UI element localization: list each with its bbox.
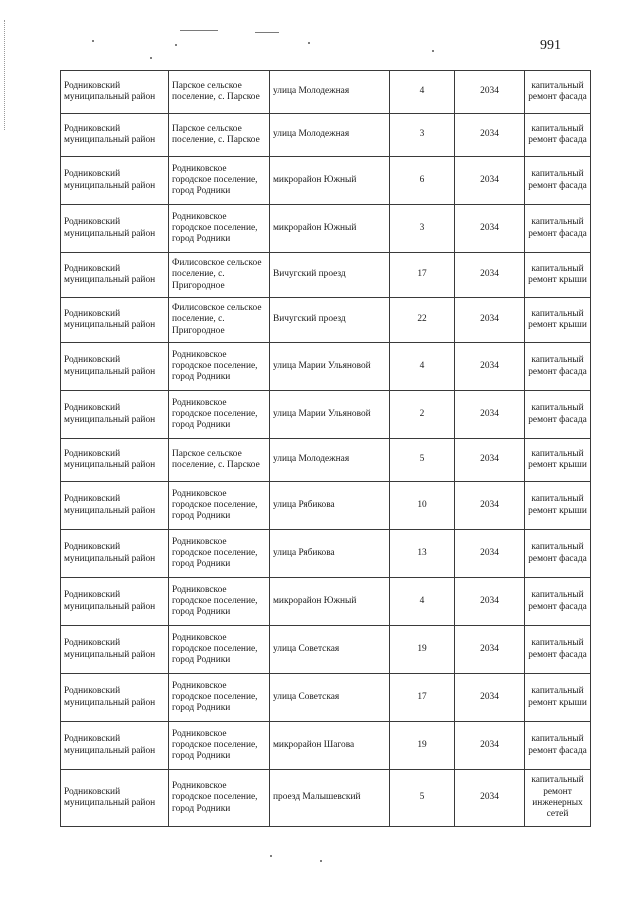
settlement-cell: Родниковское городское поселение, город Родники [169,157,270,205]
scan-dot [92,40,94,42]
district-cell: Родниковский муниципальный район [61,343,169,391]
street-cell: улица Марии Ульяновой [270,343,390,391]
settlement-cell: Филисовское сельское поселение, с. Пригородное [169,253,270,298]
house-number-cell: 10 [390,482,455,530]
scan-left-edge [4,20,6,130]
year-cell: 2034 [455,578,525,626]
work-type-cell: капитальный ремонт крыши [525,674,591,722]
settlement-cell: Родниковское городское поселение, город Родники [169,674,270,722]
street-cell: улица Советская [270,674,390,722]
year-cell: 2034 [455,530,525,578]
house-number-cell: 19 [390,722,455,770]
table-row [61,298,591,343]
house-number-cell: 3 [390,205,455,253]
year-cell: 2034 [455,626,525,674]
work-type-cell: капитальный ремонт крыши [525,482,591,530]
house-number-cell: 4 [390,343,455,391]
street-cell: улица Молодежная [270,114,390,157]
house-number-cell: 2 [390,391,455,439]
scan-mark [255,32,279,33]
work-type-cell: капитальный ремонт фасада [525,157,591,205]
street-cell: Вичугский проезд [270,298,390,343]
work-type-cell: капитальный ремонт фасада [525,391,591,439]
house-number-cell: 22 [390,298,455,343]
year-cell: 2034 [455,770,525,827]
house-number-cell: 4 [390,71,455,114]
house-number-cell: 3 [390,114,455,157]
table-row [61,253,591,298]
year-cell: 2034 [455,157,525,205]
district-cell: Родниковский муниципальный район [61,157,169,205]
district-cell: Родниковский муниципальный район [61,626,169,674]
district-cell: Родниковский муниципальный район [61,674,169,722]
scan-dot [270,855,272,857]
table-row [61,722,591,770]
table-row [61,626,591,674]
district-cell: Родниковский муниципальный район [61,71,169,114]
work-type-cell: капитальный ремонт крыши [525,439,591,482]
table-row [61,157,591,205]
table-row [61,674,591,722]
work-type-cell: капитальный ремонт фасада [525,626,591,674]
street-cell: микрорайон Южный [270,157,390,205]
street-cell: улица Марии Ульяновой [270,391,390,439]
year-cell: 2034 [455,391,525,439]
street-cell: Вичугский проезд [270,253,390,298]
scan-dot [432,50,434,52]
table-row [61,391,591,439]
table-row [61,578,591,626]
settlement-cell: Родниковское городское поселение, город Родники [169,770,270,827]
settlement-cell: Родниковское городское поселение, город Родники [169,578,270,626]
district-cell: Родниковский муниципальный район [61,578,169,626]
scan-dot [150,57,152,59]
settlement-cell: Родниковское городское поселение, город Родники [169,205,270,253]
street-cell: улица Рябикова [270,530,390,578]
street-cell: микрорайон Шагова [270,722,390,770]
work-type-cell: капитальный ремонт фасада [525,578,591,626]
year-cell: 2034 [455,722,525,770]
street-cell: улица Советская [270,626,390,674]
page-number: 991 [540,38,561,53]
settlement-cell: Родниковское городское поселение, город Родники [169,482,270,530]
house-number-cell: 6 [390,157,455,205]
street-cell: улица Молодежная [270,71,390,114]
work-type-cell: капитальный ремонт фасада [525,114,591,157]
settlement-cell: Родниковское городское поселение, город Родники [169,343,270,391]
year-cell: 2034 [455,482,525,530]
settlement-cell: Родниковское городское поселение, город Родники [169,626,270,674]
settlement-cell: Родниковское городское поселение, город Родники [169,722,270,770]
district-cell: Родниковский муниципальный район [61,298,169,343]
street-cell: проезд Малышевский [270,770,390,827]
work-type-cell: капитальный ремонт фасада [525,722,591,770]
table-row [61,439,591,482]
district-cell: Родниковский муниципальный район [61,530,169,578]
settlement-cell: Парское сельское поселение, с. Парское [169,71,270,114]
table-row [61,770,591,827]
work-type-cell: капитальный ремонт крыши [525,253,591,298]
year-cell: 2034 [455,298,525,343]
house-number-cell: 19 [390,626,455,674]
settlement-cell: Филисовское сельское поселение, с. Пригородное [169,298,270,343]
district-cell: Родниковский муниципальный район [61,722,169,770]
year-cell: 2034 [455,114,525,157]
street-cell: микрорайон Южный [270,578,390,626]
settlement-cell: Парское сельское поселение, с. Парское [169,114,270,157]
year-cell: 2034 [455,253,525,298]
district-cell: Родниковский муниципальный район [61,114,169,157]
scan-dot [175,44,177,46]
district-cell: Родниковский муниципальный район [61,391,169,439]
year-cell: 2034 [455,205,525,253]
house-number-cell: 13 [390,530,455,578]
table-row [61,482,591,530]
district-cell: Родниковский муниципальный район [61,253,169,298]
district-cell: Родниковский муниципальный район [61,770,169,827]
house-number-cell: 5 [390,439,455,482]
work-type-cell: капитальный ремонт фасада [525,71,591,114]
work-type-cell: капитальный ремонт фасада [525,343,591,391]
table-row [61,530,591,578]
district-cell: Родниковский муниципальный район [61,205,169,253]
year-cell: 2034 [455,439,525,482]
settlement-cell: Родниковское городское поселение, город Родники [169,530,270,578]
year-cell: 2034 [455,343,525,391]
house-number-cell: 4 [390,578,455,626]
street-cell: микрорайон Южный [270,205,390,253]
settlement-cell: Родниковское городское поселение, город Родники [169,391,270,439]
table-row [61,114,591,157]
table-row [61,343,591,391]
house-number-cell: 17 [390,253,455,298]
year-cell: 2034 [455,71,525,114]
table-row [61,205,591,253]
scan-mark [180,30,218,31]
scan-dot [308,42,310,44]
street-cell: улица Молодежная [270,439,390,482]
scan-dot [320,860,322,862]
settlement-cell: Парское сельское поселение, с. Парское [169,439,270,482]
work-type-cell: капитальный ремонт инженерных сетей [525,770,591,827]
work-type-cell: капитальный ремонт крыши [525,298,591,343]
table-row [61,71,591,114]
repair-schedule-table [60,70,591,827]
work-type-cell: капитальный ремонт фасада [525,205,591,253]
house-number-cell: 17 [390,674,455,722]
work-type-cell: капитальный ремонт фасада [525,530,591,578]
street-cell: улица Рябикова [270,482,390,530]
district-cell: Родниковский муниципальный район [61,482,169,530]
district-cell: Родниковский муниципальный район [61,439,169,482]
year-cell: 2034 [455,674,525,722]
house-number-cell: 5 [390,770,455,827]
